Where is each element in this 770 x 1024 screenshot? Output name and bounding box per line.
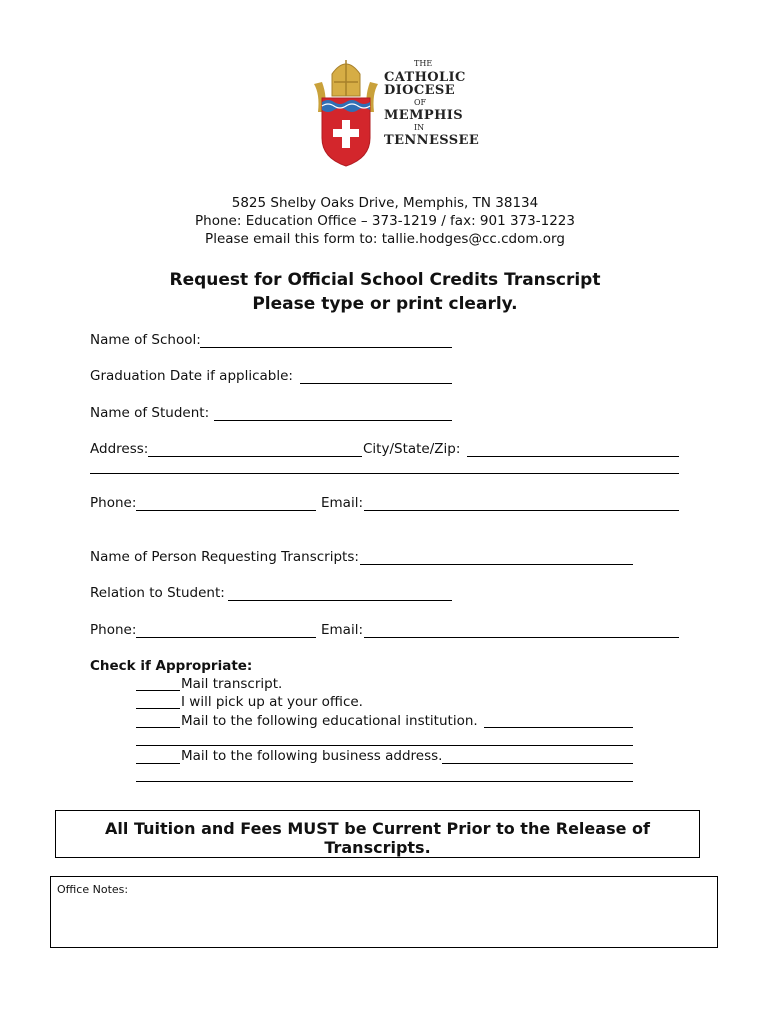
header-email: Please email this form to: tallie.hodges@cc.cdom.org — [205, 231, 565, 247]
city-state-zip-label: City/State/Zip: — [363, 441, 461, 457]
requester-phone-label: Phone: — [90, 622, 137, 638]
option-mail-transcript: Mail transcript. — [181, 676, 283, 692]
fees-notice-text: All Tuition and Fees MUST be Current Prior to the Release of Transcripts. — [105, 819, 650, 857]
header-phone: Phone: Education Office – 373-1219 / fax: 901 373-1223 — [195, 213, 575, 229]
logo-catholic: CATHOLIC — [384, 70, 466, 85]
diocese-logo-text — [384, 60, 484, 147]
fees-notice-box — [55, 810, 700, 858]
requester-label: Name of Person Requesting Transcripts: — [90, 549, 359, 565]
student-label: Name of Student: — [90, 405, 210, 421]
requester-field[interactable] — [360, 564, 633, 565]
address-field[interactable] — [148, 456, 362, 457]
diocese-crest-logo — [306, 54, 386, 170]
check-pickup[interactable] — [136, 708, 180, 709]
logo-memphis: MEMPHIS — [384, 108, 464, 123]
business-address-field-line-2[interactable] — [136, 781, 633, 782]
institution-field-line-2[interactable] — [136, 745, 633, 746]
option-mail-business: Mail to the following business address. — [181, 748, 443, 764]
logo-in: IN — [414, 123, 425, 132]
logo-of: OF — [414, 98, 427, 107]
address-line-2-field[interactable] — [90, 473, 679, 474]
relation-label: Relation to Student: — [90, 585, 225, 601]
logo-the: THE — [414, 59, 433, 68]
school-field[interactable] — [200, 347, 452, 348]
check-mail-institution[interactable] — [136, 727, 180, 728]
form-subtitle: Please type or print clearly. — [252, 294, 518, 314]
phone-field[interactable] — [136, 510, 316, 511]
option-pickup: I will pick up at your office. — [181, 694, 363, 710]
check-mail-transcript[interactable] — [136, 690, 180, 691]
check-mail-business[interactable] — [136, 763, 180, 764]
school-label: Name of School: — [90, 332, 201, 348]
email-field[interactable] — [364, 510, 679, 511]
requester-email-field[interactable] — [364, 637, 679, 638]
student-field[interactable] — [214, 420, 452, 421]
logo-diocese: DIOCESE — [384, 83, 456, 98]
header-address: 5825 Shelby Oaks Drive, Memphis, TN 38134 — [231, 195, 539, 211]
office-notes-label: Office Notes: — [57, 883, 129, 896]
option-mail-institution: Mail to the following educational institution. — [181, 713, 478, 729]
phone-label: Phone: — [90, 495, 137, 511]
form-title: Request for Official School Credits Transcript — [169, 270, 601, 290]
check-heading: Check if Appropriate: — [90, 658, 253, 674]
relation-field[interactable] — [228, 600, 452, 601]
city-state-zip-field[interactable] — [467, 456, 679, 457]
office-notes-box — [50, 876, 718, 948]
graduation-label: Graduation Date if applicable: — [90, 368, 293, 384]
logo-tennessee: TENNESSEE — [384, 133, 480, 148]
requester-phone-field[interactable] — [136, 637, 316, 638]
graduation-field[interactable] — [300, 383, 452, 384]
address-label: Address: — [90, 441, 149, 457]
email-label: Email: — [321, 495, 364, 511]
requester-email-label: Email: — [321, 622, 364, 638]
business-address-field[interactable] — [442, 763, 633, 764]
institution-field[interactable] — [484, 727, 633, 728]
